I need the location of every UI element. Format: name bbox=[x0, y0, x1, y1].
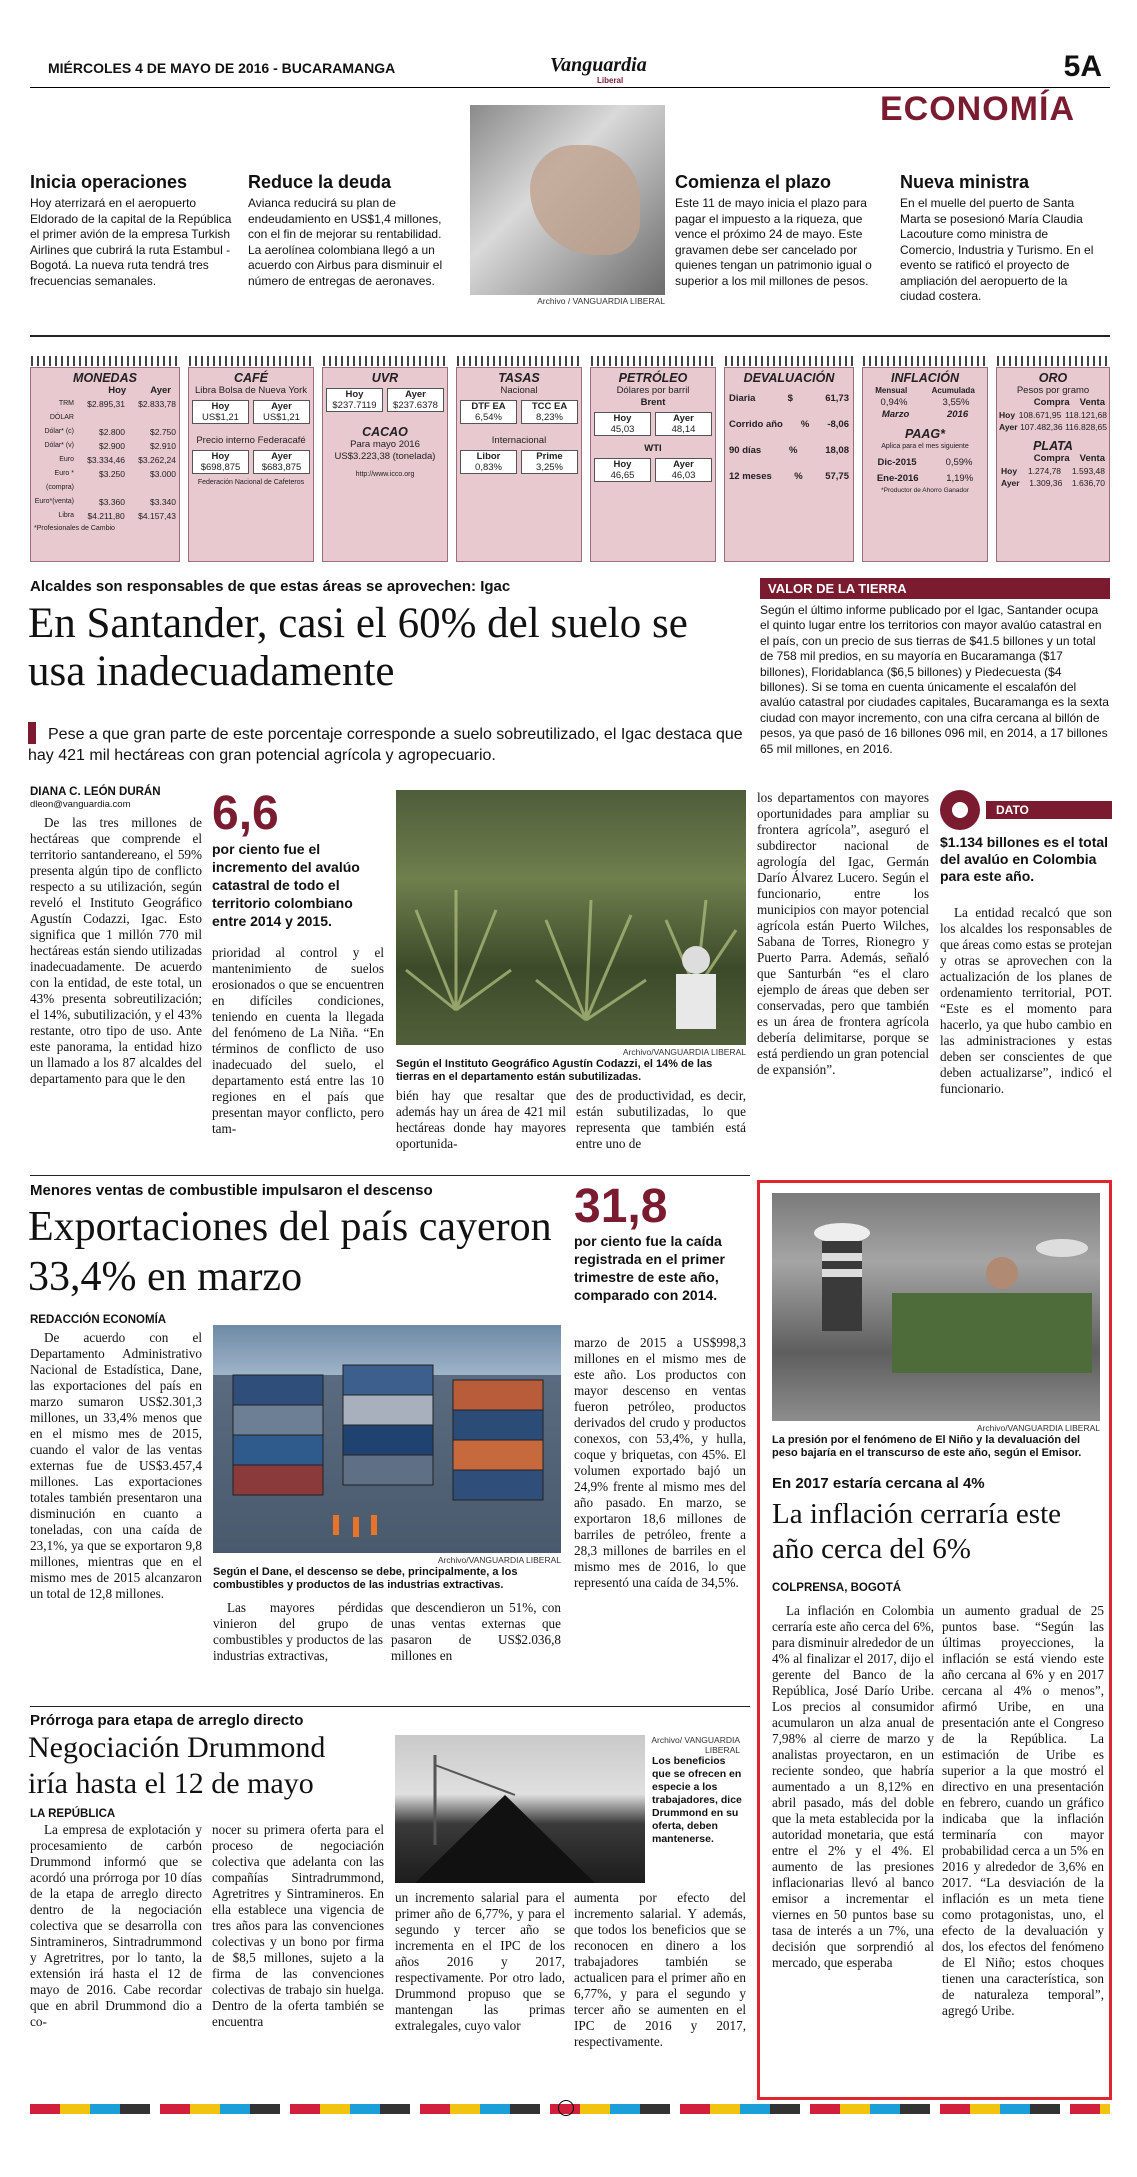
lbl: TCC EA bbox=[531, 401, 568, 412]
stat-text: por ciento fue el incremento del avalúo catastral de todo el territorio colombiano entre 2014 y 2015. bbox=[212, 841, 360, 929]
market-note: *Productor de Ahorro Ganador bbox=[881, 487, 969, 494]
plata-title: PLATA bbox=[1033, 439, 1073, 453]
cafe-ayer2 bbox=[253, 450, 310, 474]
photo-credit: Archivo/VANGUARDIA LIBERAL bbox=[622, 1047, 746, 1057]
drummond-col-3 bbox=[395, 1890, 565, 2034]
inflation-headline: La inflación cerraría este año cerca del 6% bbox=[772, 1498, 1062, 1565]
val: Marzo bbox=[881, 409, 910, 420]
col-text: nocer su primera oferta para el proceso de negociación colectiva que adelanta con las compañías Sintradrummond, Agretritres y Sintramineros. En ella establece una vigencia de tres años para las convenciones colectivas y un bono por firma de $8,5 millones, sujeto a la firma de las convenciones colectivas de trabajo sin huelga. Dentro de la oferta también se encuentra bbox=[212, 1822, 384, 2029]
currency-name: Dólar* (c) bbox=[44, 428, 74, 435]
val: 1.309,36 bbox=[1029, 478, 1063, 488]
tasa-prime bbox=[521, 450, 578, 474]
brief-title: Reduce la deuda bbox=[248, 172, 392, 192]
brief-title: Nueva ministra bbox=[900, 172, 1030, 192]
col-text: De las tres millones de hectáreas que comprende el territorio santandereano, el 59% presenta algún tipo de conflicto respecto a su utilización, según reveló el Instituto Geográfico Agustín Codazzi, Igac. Esto significa que 1 millón 770 mil hectáreas están siendo utilizadas inadecuadamente. De acuerdo con la entidad, de este total, un 43% presenta sobreutilización; el 14%, subutilización, y el 43% restante, otro tipo de uso. Ante este panorama, la entidad hizo un llamado a los 87 alcaldes del departamento para que le den bbox=[30, 815, 202, 1086]
col-text: La entidad recalcó que son los alcaldes los responsables de que áreas como estas se protejan y otras se aprovechen con la actualización de los planes de ordenamiento territorial, POT. “Este es el momento para hacerlo, ya que hubo cambio en las administraciones y estas deben ser conscientes de que deben actualizarse”, indicó el funcionario. bbox=[940, 905, 1112, 1096]
row-unit: % bbox=[800, 419, 810, 430]
tasa-libor bbox=[460, 450, 517, 474]
market-tasas bbox=[456, 367, 582, 562]
currency-name: Euro bbox=[59, 456, 74, 463]
currency-value: $4.211,80 bbox=[87, 511, 125, 521]
monedas-rows bbox=[31, 397, 179, 523]
row-unit: % bbox=[788, 445, 798, 456]
lbl: Libor bbox=[476, 451, 501, 462]
row-value: 57,75 bbox=[825, 471, 849, 482]
val: 45,03 bbox=[610, 424, 635, 435]
divider bbox=[30, 1706, 750, 1707]
oro-ayer bbox=[997, 421, 1109, 433]
inflation-col-1 bbox=[772, 1603, 934, 1971]
market-title: INFLACIÓN bbox=[890, 371, 960, 385]
lbl: DTF EA bbox=[471, 401, 506, 412]
inflation-kicker: En 2017 estaría cercana al 4% bbox=[772, 1475, 985, 1492]
col-text: un incremento salarial para el primer año de 6,77%, y para el segundo y tercer año se incrementa en el IPC de los años 2016 y 2017, respectivamente. Por otro lado, Drummond propuso que se mantengan las primas extralegales, cuyo valor bbox=[395, 1890, 565, 2033]
currency-row bbox=[34, 453, 176, 467]
val: 48,14 bbox=[671, 424, 696, 435]
row-value: 18,08 bbox=[825, 445, 849, 456]
currency-value: $3.262,24 bbox=[138, 455, 176, 465]
col-text: La empresa de explotación y procesamiento de carbón Drummond informó que se acordó una prórroga por 10 días de la etapa de arreglo directo dentro de la negociación colectiva que se desarrolla con Sintramineros, Sintradrummond y Agretritres, por lo tanto, la extensión irá hasta el 12 de mayo de 2016. Cabe recordar que en abril Drummond dio a co- bbox=[30, 1822, 202, 2029]
lbl: Ayer bbox=[673, 459, 694, 470]
lbl: Dic-2015 bbox=[877, 457, 917, 468]
brent-label: Brent bbox=[640, 397, 666, 408]
section-title: ECONOMÍA bbox=[880, 90, 1075, 128]
market-note: Federación Nacional de Cafeteros bbox=[197, 479, 305, 486]
lead-marker bbox=[28, 722, 36, 744]
lbl: Hoy bbox=[1001, 466, 1018, 476]
main-stat bbox=[212, 787, 384, 930]
val: 0,59% bbox=[945, 457, 973, 468]
val: $237.6378 bbox=[393, 400, 438, 411]
money-photo bbox=[470, 105, 665, 295]
oro-hoy bbox=[997, 409, 1109, 421]
export-col-4 bbox=[574, 1335, 746, 1591]
row-unit: $ bbox=[787, 393, 793, 404]
oro-headers bbox=[997, 397, 1109, 409]
oro-sub: Pesos por gramo bbox=[1016, 385, 1090, 396]
tasa-dtf bbox=[460, 400, 517, 424]
plata-hoy bbox=[997, 465, 1109, 477]
spiral bbox=[997, 356, 1111, 366]
val: 118.121,68 bbox=[1065, 410, 1107, 420]
row-label: Diaria bbox=[729, 393, 756, 404]
stat-text: por ciento fue la caída registrada en el primer trimestre de este año, comparado con 2014. bbox=[574, 1233, 725, 1303]
currency-value: $2.750 bbox=[150, 427, 176, 437]
val: 1.274,78 bbox=[1027, 466, 1062, 476]
farmer-body bbox=[676, 974, 716, 1029]
col-text: des de productividad, es decir, están subutilizadas, lo que representa que también está entre uno de bbox=[576, 1088, 746, 1151]
brent-ayer bbox=[655, 412, 712, 436]
val: 8,23% bbox=[536, 412, 563, 423]
col-text: La inflación en Colombia cerraría este año cerca del 6%, para disminuir alrededor de un 4% al finalizar el 2017, dijo el gerente del Banco de la República, José Darío Uribe. Los precios al consumidor acumularon un alza anual de 7,98% al cierre de marzo y analistas proyectaron, en un reciente sondeo, que habría aumentado a un 8,12% en abril pasado, más del doble que la meta establecida por la autoridad monetaria, que está entre el 2% y el 4%. El aumento de las presiones inflacionarias llevó al banco emisor a incrementar el viernes en 50 puntos base su tasa de interés a un 7%, una decisión que sorprendió al mercado, que esperaba bbox=[772, 1603, 934, 1970]
photo-credit: Archivo/VANGUARDIA LIBERAL bbox=[437, 1555, 561, 1565]
val: US$1,21 bbox=[202, 412, 239, 423]
cacao-value: US$3.223,38 (tonelada) bbox=[334, 451, 436, 462]
main-col-4 bbox=[576, 1088, 746, 1152]
tasas-sub: Nacional bbox=[500, 385, 538, 396]
markets-strip bbox=[30, 355, 1110, 565]
val: 3,25% bbox=[536, 462, 563, 473]
export-col-3 bbox=[391, 1600, 561, 1664]
brent-hoy bbox=[594, 412, 651, 436]
infl-period bbox=[863, 409, 987, 421]
cacao-title: CACAO bbox=[362, 425, 408, 439]
currency-row bbox=[34, 397, 176, 425]
lbl: Hoy bbox=[613, 459, 632, 470]
lbl: Ayer bbox=[405, 389, 426, 400]
deval-rows bbox=[725, 385, 853, 505]
cafe-boxes bbox=[189, 397, 313, 427]
drummond-col-1 bbox=[30, 1822, 202, 2030]
divider bbox=[30, 335, 1110, 337]
currency-name: TRM DÓLAR bbox=[49, 400, 74, 421]
val: 1.636,70 bbox=[1071, 478, 1105, 488]
valor-sidebar bbox=[760, 578, 1110, 757]
market-title: UVR bbox=[371, 371, 399, 385]
col-text: aumenta por efecto del incremento salarial. Y además, que todos los beneficios que se reconocen en dinero a los trabajadores también se actualicen para el primer año en 6,77%, y para el segundo y tercer año se aumenten en el IPC de 2016 y 2017, respectivamente. bbox=[574, 1890, 746, 2049]
main-author: DIANA C. LEÓN DURÁN bbox=[30, 786, 161, 798]
monedas-headers bbox=[31, 385, 179, 397]
spiral bbox=[31, 356, 181, 366]
market-title: PETRÓLEO bbox=[618, 371, 688, 385]
hdr-hoy: Hoy bbox=[108, 385, 127, 396]
photo-credit: Archivo/ VANGUARDIA LIBERAL bbox=[651, 1735, 740, 1755]
agave-plants bbox=[396, 790, 746, 1045]
brief-text: Este 11 de mayo inicia el plazo para pagar el impuesto a la riqueza, que vence el próximo 24 de mayo. Este gravamen debe ser cancelado por quienes tengan un patrimonio igual o superior a los mil millones de pesos. bbox=[675, 196, 872, 288]
brief-text: Avianca reducirá su plan de endeudamiento en US$1,4 millones, con el fin de mejorar su rentabilidad. La aerolínea colombiana llegó a un acuerdo con Airbus para disminuir el número de entregas de aeronaves. bbox=[248, 196, 443, 288]
masthead bbox=[30, 48, 1110, 88]
spiral bbox=[725, 356, 855, 366]
market-title: ORO bbox=[1038, 371, 1068, 385]
lbl: Hoy bbox=[211, 401, 230, 412]
currency-row bbox=[34, 425, 176, 439]
containers-caption: Según el Dane, el descenso se debe, principalmente, a los combustibles y productos de las industrias extractivas. bbox=[213, 1566, 518, 1591]
market-devaluacion bbox=[724, 367, 854, 562]
lbl: Ayer bbox=[999, 422, 1018, 432]
drummond-headline: Negociación Drummond iría hasta el 12 de mayo bbox=[28, 1731, 326, 1800]
val: 46,65 bbox=[610, 470, 635, 481]
row-label: 90 días bbox=[729, 445, 762, 456]
currency-value: $4.157,43 bbox=[138, 511, 176, 521]
market-title: DEVALUACIÓN bbox=[743, 371, 835, 385]
main-headline: En Santander, casi el 60% del suelo se usa inadecuadamente bbox=[28, 600, 688, 695]
cafe-sub: Libra Bolsa de Nueva York bbox=[195, 385, 307, 396]
petroleo-sub: Dólares por barril bbox=[616, 385, 690, 396]
coal-photo bbox=[395, 1735, 645, 1883]
inflation-author: COLPRENSA, BOGOTÁ bbox=[772, 1582, 902, 1594]
drummond-author: LA REPÚBLICA bbox=[30, 1808, 116, 1820]
hdr: Venta bbox=[1079, 397, 1105, 408]
brief-plazo bbox=[675, 172, 880, 289]
val: 116.828,65 bbox=[1065, 422, 1107, 432]
row-label: Corrido año bbox=[729, 419, 783, 430]
col-text: marzo de 2015 a US$998,3 millones en el mismo mes de este año. Los productos con mayor descenso en ventas fueron petróleo, productos derivados del crudo y productos conexos, con 53,4%, y hulla, coque y briquetas, con 45%. El volumen exportado bajó un 24,9% frente al mismo mes del año pasado. En marzo, se exportaron 18,6 millones de barriles de petróleo, frente a 28,3 millones de barriles en el mismo mes de 2016, lo que representó una caída de 34,5%. bbox=[574, 1335, 746, 1590]
lbl: Ayer bbox=[673, 413, 694, 424]
spiral bbox=[863, 356, 989, 366]
main-lead bbox=[28, 722, 748, 766]
lbl: Ayer bbox=[1001, 478, 1020, 488]
photo-credit: Archivo / VANGUARDIA LIBERAL bbox=[537, 296, 665, 306]
containers-photo bbox=[213, 1325, 561, 1553]
market-uvr bbox=[322, 367, 448, 562]
sidebar-text: Según el último informe publicado por el Igac, Santander ocupa el quinto lugar entre los territorios con mayor avalúo catastral en el país, con un precio de sus tierras de $41.5 billones y un total de 758 mil predios, en su mayoría en Bucaramanga ($17 billones), Floridablanca ($6,5 billones) y Piedecuesta ($4 billones). Si se toma en cuenta únicamente el escalafón del avalúo catastral por ciudades capitales, Bucaramanga es la sexta ciudad con mayor incremento, con una cifra cercana al billón de pesos, ya que pasó de 16 billones 096 mil, en 2014, a 17 billones 65 mil millones, en 2016. bbox=[760, 603, 1109, 756]
coal-note: Los beneficios que se ofrecen en especie a los trabajadores, dice Drummond en su oferta, deben mantenerse. bbox=[652, 1755, 742, 1845]
val: 2016 bbox=[947, 409, 969, 420]
hdr: Venta bbox=[1079, 453, 1105, 464]
currency-value: $3.340 bbox=[150, 497, 176, 507]
tasas-sub2: Internacional bbox=[491, 435, 547, 446]
currency-value: $2.910 bbox=[150, 441, 176, 451]
divider bbox=[30, 1175, 750, 1176]
col-text: Las mayores pérdidas vinieron del grupo de combustibles y productos de las industrias extractivas, bbox=[213, 1600, 383, 1663]
row-label: 12 meses bbox=[729, 471, 772, 482]
currency-name: Libra bbox=[58, 512, 74, 519]
lbl: Prime bbox=[536, 451, 563, 462]
market-petroleo bbox=[590, 367, 716, 562]
market-note: http://www.icco.org bbox=[355, 471, 415, 478]
lbl: Hoy bbox=[613, 413, 632, 424]
val: $683,875 bbox=[261, 462, 302, 473]
wti-boxes bbox=[591, 455, 715, 485]
market-photo bbox=[772, 1193, 1100, 1421]
market-title: TASAS bbox=[498, 371, 540, 385]
currency-name: Euro*(venta) bbox=[34, 498, 74, 505]
dato-header bbox=[940, 790, 1112, 830]
container-stacks bbox=[213, 1325, 561, 1553]
export-stat bbox=[574, 1182, 744, 1304]
lead-text: Pese a que gran parte de este porcentaje corresponde a suelo sobreutilizado, el Igac destaca que hay 421 mil hectáreas con gran potencial agrícola y agropecuario. bbox=[28, 726, 743, 764]
wti-ayer bbox=[655, 458, 712, 482]
agave-caption: Según el Instituto Geográfico Agustín Codazzi, el 14% de las tierras en el departamento están subutilizadas. bbox=[396, 1058, 713, 1083]
val: 0,83% bbox=[475, 462, 502, 473]
paag-row-1 bbox=[863, 457, 987, 469]
paag-sub: Aplica para el mes siguiente bbox=[881, 443, 969, 450]
lbl: Ene-2016 bbox=[876, 473, 919, 484]
uvr-boxes bbox=[323, 385, 447, 415]
gear-icon bbox=[940, 790, 980, 830]
newspaper-logo: Vanguardia bbox=[550, 54, 647, 76]
val: 46,03 bbox=[671, 470, 696, 481]
currency-value: $3.250 bbox=[99, 469, 125, 479]
market-inflacion bbox=[862, 367, 988, 562]
brief-inicia bbox=[30, 172, 235, 289]
brent-boxes bbox=[591, 409, 715, 439]
val: 108.671,95 bbox=[1018, 410, 1062, 420]
cafe-sub2: Precio interno Federacafé bbox=[196, 435, 306, 446]
sidebar-title: VALOR DE LA TIERRA bbox=[760, 578, 1110, 599]
currency-row bbox=[34, 495, 176, 509]
col-text: prioridad al control y el mantenimiento de suelos erosionados o que se encuentren en difíciles condiciones, teniendo en cuenta la llegada del fenómeno de La Niña. “En términos de conflicto de uso inadecuado del suelo, el departamento está entre las 10 regiones en el país que presentan mayor conflicto, pero tam- bbox=[212, 945, 384, 1136]
spiral bbox=[323, 356, 449, 366]
cafe-ayer bbox=[253, 400, 310, 424]
currency-value: $2.900 bbox=[99, 441, 125, 451]
row-value: -8,06 bbox=[827, 419, 849, 430]
export-col-1 bbox=[30, 1330, 202, 1602]
inflation-story-frame bbox=[757, 1180, 1112, 2100]
page-number: 5A bbox=[1063, 50, 1102, 83]
market-scene bbox=[772, 1193, 1100, 1421]
brief-text: En el muelle del puerto de Santa Marta se posesionó María Claudia Lacouture como ministra de Comercio, Industria y Turismo. En el evento se ratificó el proyecto de ampliación del aeropuerto de la ciudad costera. bbox=[900, 196, 1094, 303]
issue-date: MIÉRCOLES 4 DE MAYO DE 2016 - BUCARAMANGA bbox=[48, 60, 396, 76]
main-col-5 bbox=[757, 790, 929, 1078]
currency-row bbox=[34, 509, 176, 523]
stat-number: 6,6 bbox=[212, 787, 279, 840]
cafe-hoy bbox=[192, 400, 249, 424]
brief-title: Comienza el plazo bbox=[675, 172, 832, 192]
brief-ministra bbox=[900, 172, 1105, 305]
plata-headers bbox=[997, 453, 1109, 465]
col-text: que descendieron un 51%, con unas ventas externas que pasaron de US$2.036,8 millones en bbox=[391, 1600, 561, 1663]
currency-row bbox=[34, 467, 176, 495]
devaluation-row bbox=[729, 471, 849, 483]
currency-name: Dólar* (v) bbox=[44, 442, 74, 449]
val: $698,875 bbox=[200, 462, 241, 473]
main-col-1 bbox=[30, 815, 202, 1087]
spiral bbox=[591, 356, 717, 366]
paag-title: PAAG* bbox=[904, 427, 946, 441]
val: 3,55% bbox=[942, 397, 970, 408]
currency-value: $3.334,46 bbox=[87, 455, 125, 465]
uvr-ayer bbox=[387, 388, 444, 412]
val: 1.593,48 bbox=[1071, 466, 1105, 476]
devaluation-row bbox=[729, 393, 849, 405]
val: $237.7119 bbox=[332, 400, 377, 411]
plata-ayer bbox=[997, 477, 1109, 489]
coal-pile bbox=[395, 1735, 645, 1883]
col-text: bién hay que resaltar que además hay un área de 421 mil hectáreas donde hay mayores oportunida- bbox=[396, 1088, 566, 1151]
dato-label: DATO bbox=[986, 801, 1112, 819]
main-email: dleon@vanguardia.com bbox=[30, 799, 131, 810]
brief-deuda bbox=[248, 172, 453, 289]
export-author: REDACCIÓN ECONOMÍA bbox=[30, 1314, 167, 1326]
lbl: Hoy bbox=[999, 410, 1016, 420]
hdr: Acumulada bbox=[931, 386, 975, 395]
devaluation-row bbox=[729, 419, 849, 431]
main-col-2 bbox=[212, 945, 384, 1137]
drummond-col-2 bbox=[212, 1822, 384, 2030]
wti-hoy bbox=[594, 458, 651, 482]
val: 6,54% bbox=[475, 412, 502, 423]
photo-credit: Archivo/VANGUARDIA LIBERAL bbox=[976, 1423, 1100, 1433]
wti-label: WTI bbox=[644, 443, 662, 454]
main-col-6 bbox=[940, 905, 1112, 1097]
paag-row-2 bbox=[863, 473, 987, 485]
main-kicker: Alcaldes son responsables de que estas áreas se aprovechen: Igac bbox=[30, 578, 511, 595]
cacao-sub: Para mayo 2016 bbox=[350, 439, 420, 450]
market-note: *Profesionales de Cambio bbox=[34, 525, 115, 532]
currency-value: $2.833,78 bbox=[138, 399, 176, 409]
agave-photo bbox=[396, 790, 746, 1045]
lbl: Hoy bbox=[345, 389, 364, 400]
currency-name: Euro *(compra) bbox=[45, 470, 74, 491]
currency-value: $3.000 bbox=[150, 469, 176, 479]
drummond-col-4 bbox=[574, 1890, 746, 2050]
registration-mark-icon bbox=[558, 2100, 574, 2116]
row-unit: % bbox=[794, 471, 803, 482]
brief-text: Hoy aterrizará en el aeropuerto Eldorado de la capital de la República el primer avión de la empresa Turkish Airlines que cubrirá la ruta Estambul - Bogotá. La nueva ruta tendrá tres frecuencias semanales. bbox=[30, 196, 232, 288]
val: US$1,21 bbox=[263, 412, 300, 423]
hdr: Compra bbox=[1033, 397, 1070, 408]
inflation-col-2 bbox=[942, 1603, 1104, 2019]
market-title: MONEDAS bbox=[73, 371, 137, 385]
val: 0,94% bbox=[880, 397, 908, 408]
row-value: 61,73 bbox=[825, 393, 849, 404]
dato-box bbox=[940, 790, 1112, 885]
export-kicker: Menores ventas de combustible impulsaron el descenso bbox=[30, 1182, 433, 1199]
col-text: los departamentos con mayores oportunidades para ampliar su frontera agrícola”, aseguró el subdirector nacional de agrología del Igac, Germán Darío Álvarez Lucero. Según el funcionario, entre los municipios con mayor potencial agrícola están Puerto Wilches, Sabana de Torres, Rionegro y Puerto Parra. Además, señaló que Santurbán “es el claro ejemplo de áreas que deben ser conservadas, pero que también es un área de frontera agrícola debería delimitarse, porque se está perdiendo un gran potencial de expansión”. bbox=[757, 790, 929, 1077]
hdr-ayer: Ayer bbox=[150, 385, 171, 396]
currency-value: $2.895,31 bbox=[87, 399, 125, 409]
currency-value: $2.800 bbox=[99, 427, 125, 437]
market-cafe bbox=[188, 367, 314, 562]
devaluation-row bbox=[729, 445, 849, 457]
market-title: CAFÉ bbox=[233, 371, 269, 385]
spiral bbox=[189, 356, 315, 366]
cafe-hoy2 bbox=[192, 450, 249, 474]
drummond-kicker: Prórroga para etapa de arreglo directo bbox=[30, 1712, 304, 1729]
lbl: Ayer bbox=[271, 451, 292, 462]
main-col-3 bbox=[396, 1088, 566, 1152]
hdr: Compra bbox=[1033, 453, 1070, 464]
tasas-boxes-2 bbox=[457, 447, 581, 477]
market-monedas bbox=[30, 367, 180, 562]
hdr: Mensual bbox=[875, 386, 908, 395]
brief-title: Inicia operaciones bbox=[30, 172, 188, 192]
export-headline: Exportaciones del país cayeron 33,4% en marzo bbox=[28, 1204, 552, 1300]
newspaper-logo-sub: Liberal bbox=[597, 76, 624, 85]
tasa-tcc bbox=[521, 400, 578, 424]
dato-text: $1.134 billones es el total del avalúo en Colombia para este año. bbox=[940, 834, 1109, 884]
spiral bbox=[457, 356, 583, 366]
val: 1,19% bbox=[946, 473, 974, 484]
export-col-2 bbox=[213, 1600, 383, 1664]
farmer-hat bbox=[682, 946, 710, 974]
currency-value: $3.360 bbox=[99, 497, 125, 507]
col-text: De acuerdo con el Departamento Administrativo Nacional de Estadística, Dane, las exportaciones del país en marzo sumaron US$2.301,3 millones, un 33,4% menos que en el mismo mes de 2015, cuando el valor de las ventas externas fue de US$3.457,4 millones. Las exportaciones totales también presentaron una disminución en cuanto a toneladas, con una caída de 23,1%, ya que se exportaron 9,8 millones, mientras que en el mismo mes de 2015 alcanzaron un total de 12,8 millones. bbox=[30, 1330, 202, 1601]
tasas-boxes bbox=[457, 397, 581, 427]
lbl: Hoy bbox=[211, 451, 230, 462]
infl-values bbox=[863, 397, 987, 409]
infl-headers bbox=[863, 385, 987, 397]
cafe-boxes-2 bbox=[189, 447, 313, 477]
lbl: Ayer bbox=[271, 401, 292, 412]
hand-shape bbox=[530, 145, 640, 255]
col-text: un aumento gradual de 25 puntos base. “Según las últimas proyecciones, la inflación se está viendo este año cercana al 6% y en 2017 cercana al 4% o menos”, afirmó Uribe, en una presentación ante el Congreso de la República. La estimación de Uribe es superior a la que mostró el directivo en una presentación en febrero, cuando un gráfico indicaba que la inflación terminaría con mayor probabilidad cerca a un 5% en 2016 y alrededor de 3,6% en 2017. “La desviación de la inflación es un meta tiene como protagonistas, uno, el efecto de la devaluación y dos, los efectos del fenómeno de El Niño; estos choques tienen una característica, son de naturaleza temporal”, agregó Uribe. bbox=[942, 1603, 1104, 2018]
val: 107.482,36 bbox=[1020, 422, 1063, 432]
market-oro bbox=[996, 367, 1110, 562]
market-caption: La presión por el fenómeno de El Niño y la devaluación del peso bajaría en el transcurso de este año, según el Emisor. bbox=[772, 1434, 1082, 1459]
currency-row bbox=[34, 439, 176, 453]
uvr-hoy bbox=[326, 388, 383, 412]
stat-number: 31,8 bbox=[574, 1180, 668, 1233]
